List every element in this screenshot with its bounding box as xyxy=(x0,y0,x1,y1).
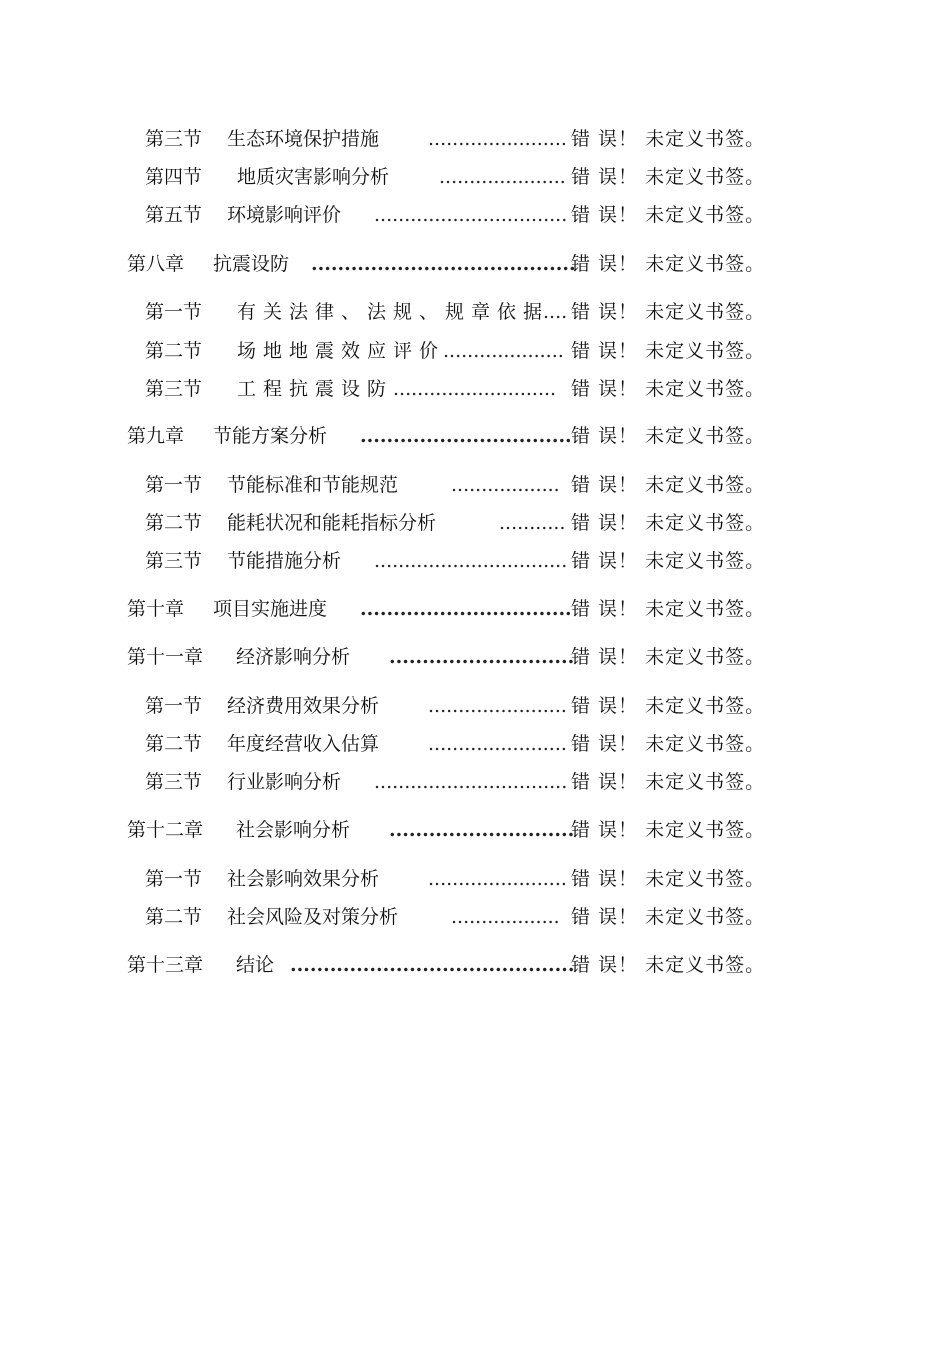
toc-entry-number: 第八章 xyxy=(127,253,185,275)
toc-entry-title: 经济费用效果分析 xyxy=(227,695,380,717)
toc-entry-leader: ............................ xyxy=(389,646,575,668)
toc-entry-title: 年度经营收入估算 xyxy=(227,733,380,755)
toc-entry-number: 第三节 xyxy=(145,378,203,400)
toc-entry-leader: ................................ xyxy=(360,598,572,620)
toc-entry-leader: ........................................ xyxy=(311,253,576,275)
toc-entry-number: 第一节 xyxy=(145,868,203,890)
toc-entry-number: 第一节 xyxy=(145,474,203,496)
toc-entry-title: 社会影响效果分析 xyxy=(227,868,380,890)
toc-entry-number: 第二节 xyxy=(145,906,203,928)
toc-entry-title: 工程抗震设防 xyxy=(237,378,394,400)
toc-entry-leader: ....................... xyxy=(428,695,567,717)
toc-entry-number: 第四节 xyxy=(145,166,203,188)
toc-entry-page-ref: 错 误！ 未定义书签。 xyxy=(571,771,766,793)
toc-entry-leader: .................... xyxy=(443,340,564,362)
toc-entry-number: 第三节 xyxy=(145,128,203,150)
toc-entry-page-ref: 错 误！ 未定义书签。 xyxy=(571,906,766,928)
toc-entry-title: 有关法律、法规、规章依据 xyxy=(237,301,550,323)
toc-entry-page-ref: 错 误！ 未定义书签。 xyxy=(571,128,766,150)
toc-entry-title: 节能方案分析 xyxy=(213,425,328,447)
toc-entry-number: 第十章 xyxy=(127,598,185,620)
toc-entry-page-ref: 错 误！ 未定义书签。 xyxy=(571,301,766,323)
toc-entry-title: 场地地震效应评价 xyxy=(237,340,446,362)
toc-entry-page-ref: 错 误！ 未定义书签。 xyxy=(571,166,766,188)
toc-entry-title: 节能标准和节能规范 xyxy=(227,474,399,496)
toc-entry-leader: ....................... xyxy=(428,128,567,150)
toc-entry-leader: ....................... xyxy=(428,868,567,890)
toc-entry-title: 经济影响分析 xyxy=(236,646,351,668)
toc-entry-number: 第三节 xyxy=(145,771,203,793)
toc-entry-number: 第一节 xyxy=(145,695,203,717)
toc-entry-number: 第一节 xyxy=(145,301,203,323)
toc-entry-leader: .................. xyxy=(451,906,560,928)
toc-entry-title: 抗震设防 xyxy=(213,253,290,275)
toc-entry-title: 生态环境保护措施 xyxy=(227,128,380,150)
toc-entry-leader: ................................ xyxy=(374,771,568,793)
toc-entry-title: 项目实施进度 xyxy=(213,598,328,620)
toc-entry-page-ref: 错 误！ 未定义书签。 xyxy=(571,695,766,717)
toc-entry-leader: ................................ xyxy=(374,204,568,226)
toc-entry-page-ref: 错 误！ 未定义书签。 xyxy=(571,646,766,668)
toc-entry-page-ref: 错 误！ 未定义书签。 xyxy=(571,204,766,226)
toc-entry-title: 结论 xyxy=(236,954,275,976)
toc-entry-leader: ........... xyxy=(499,512,566,534)
toc-entry-leader: ................................ xyxy=(374,550,568,572)
toc-entry-page-ref: 错 误！ 未定义书签。 xyxy=(571,253,766,275)
toc-entry-number: 第十三章 xyxy=(127,954,204,976)
toc-entry-title: 环境影响评价 xyxy=(227,204,342,226)
toc-entry-title: 社会影响分析 xyxy=(236,819,351,841)
toc-entry-page-ref: 错 误！ 未定义书签。 xyxy=(571,733,766,755)
toc-entry-number: 第五节 xyxy=(145,204,203,226)
toc-entry-page-ref: 错 误！ 未定义书签。 xyxy=(571,954,766,976)
toc-entry-title: 节能措施分析 xyxy=(227,550,342,572)
toc-entry-number: 第十二章 xyxy=(127,819,204,841)
toc-entry-leader: ................................ xyxy=(360,425,572,447)
toc-entry-number: 第十一章 xyxy=(127,646,204,668)
toc-entry-leader: ............................ xyxy=(389,819,575,841)
toc-entry-page-ref: 错 误！ 未定义书签。 xyxy=(571,598,766,620)
toc-entry-leader: .................. xyxy=(451,474,560,496)
toc-entry-leader: ....................... xyxy=(428,733,567,755)
toc-entry-page-ref: 错 误！ 未定义书签。 xyxy=(571,868,766,890)
toc-entry-page-ref: 错 误！ 未定义书签。 xyxy=(571,425,766,447)
toc-entry-title: 能耗状况和能耗指标分析 xyxy=(227,512,437,534)
toc-entry-number: 第二节 xyxy=(145,340,203,362)
toc-entry-number: 第二节 xyxy=(145,512,203,534)
toc-entry-number: 第九章 xyxy=(127,425,185,447)
toc-entry-page-ref: 错 误！ 未定义书签。 xyxy=(571,340,766,362)
toc-entry-title: 社会风险及对策分析 xyxy=(227,906,399,928)
toc-entry-number: 第三节 xyxy=(145,550,203,572)
toc-entry-leader: .... xyxy=(543,301,568,323)
toc-entry-page-ref: 错 误！ 未定义书签。 xyxy=(571,474,766,496)
toc-entry-leader: ........................................... xyxy=(290,954,575,976)
toc-entry-number: 第二节 xyxy=(145,733,203,755)
toc-entry-page-ref: 错 误！ 未定义书签。 xyxy=(571,819,766,841)
toc-entry-page-ref: 错 误！ 未定义书签。 xyxy=(571,378,766,400)
toc-entry-page-ref: 错 误！ 未定义书签。 xyxy=(571,550,766,572)
toc-entry-leader: ........................... xyxy=(393,378,557,400)
toc-entry-page-ref: 错 误！ 未定义书签。 xyxy=(571,512,766,534)
toc-entry-leader: ..................... xyxy=(439,166,566,188)
toc-entry-title: 行业影响分析 xyxy=(227,771,342,793)
toc-entry-title: 地质灾害影响分析 xyxy=(237,166,390,188)
